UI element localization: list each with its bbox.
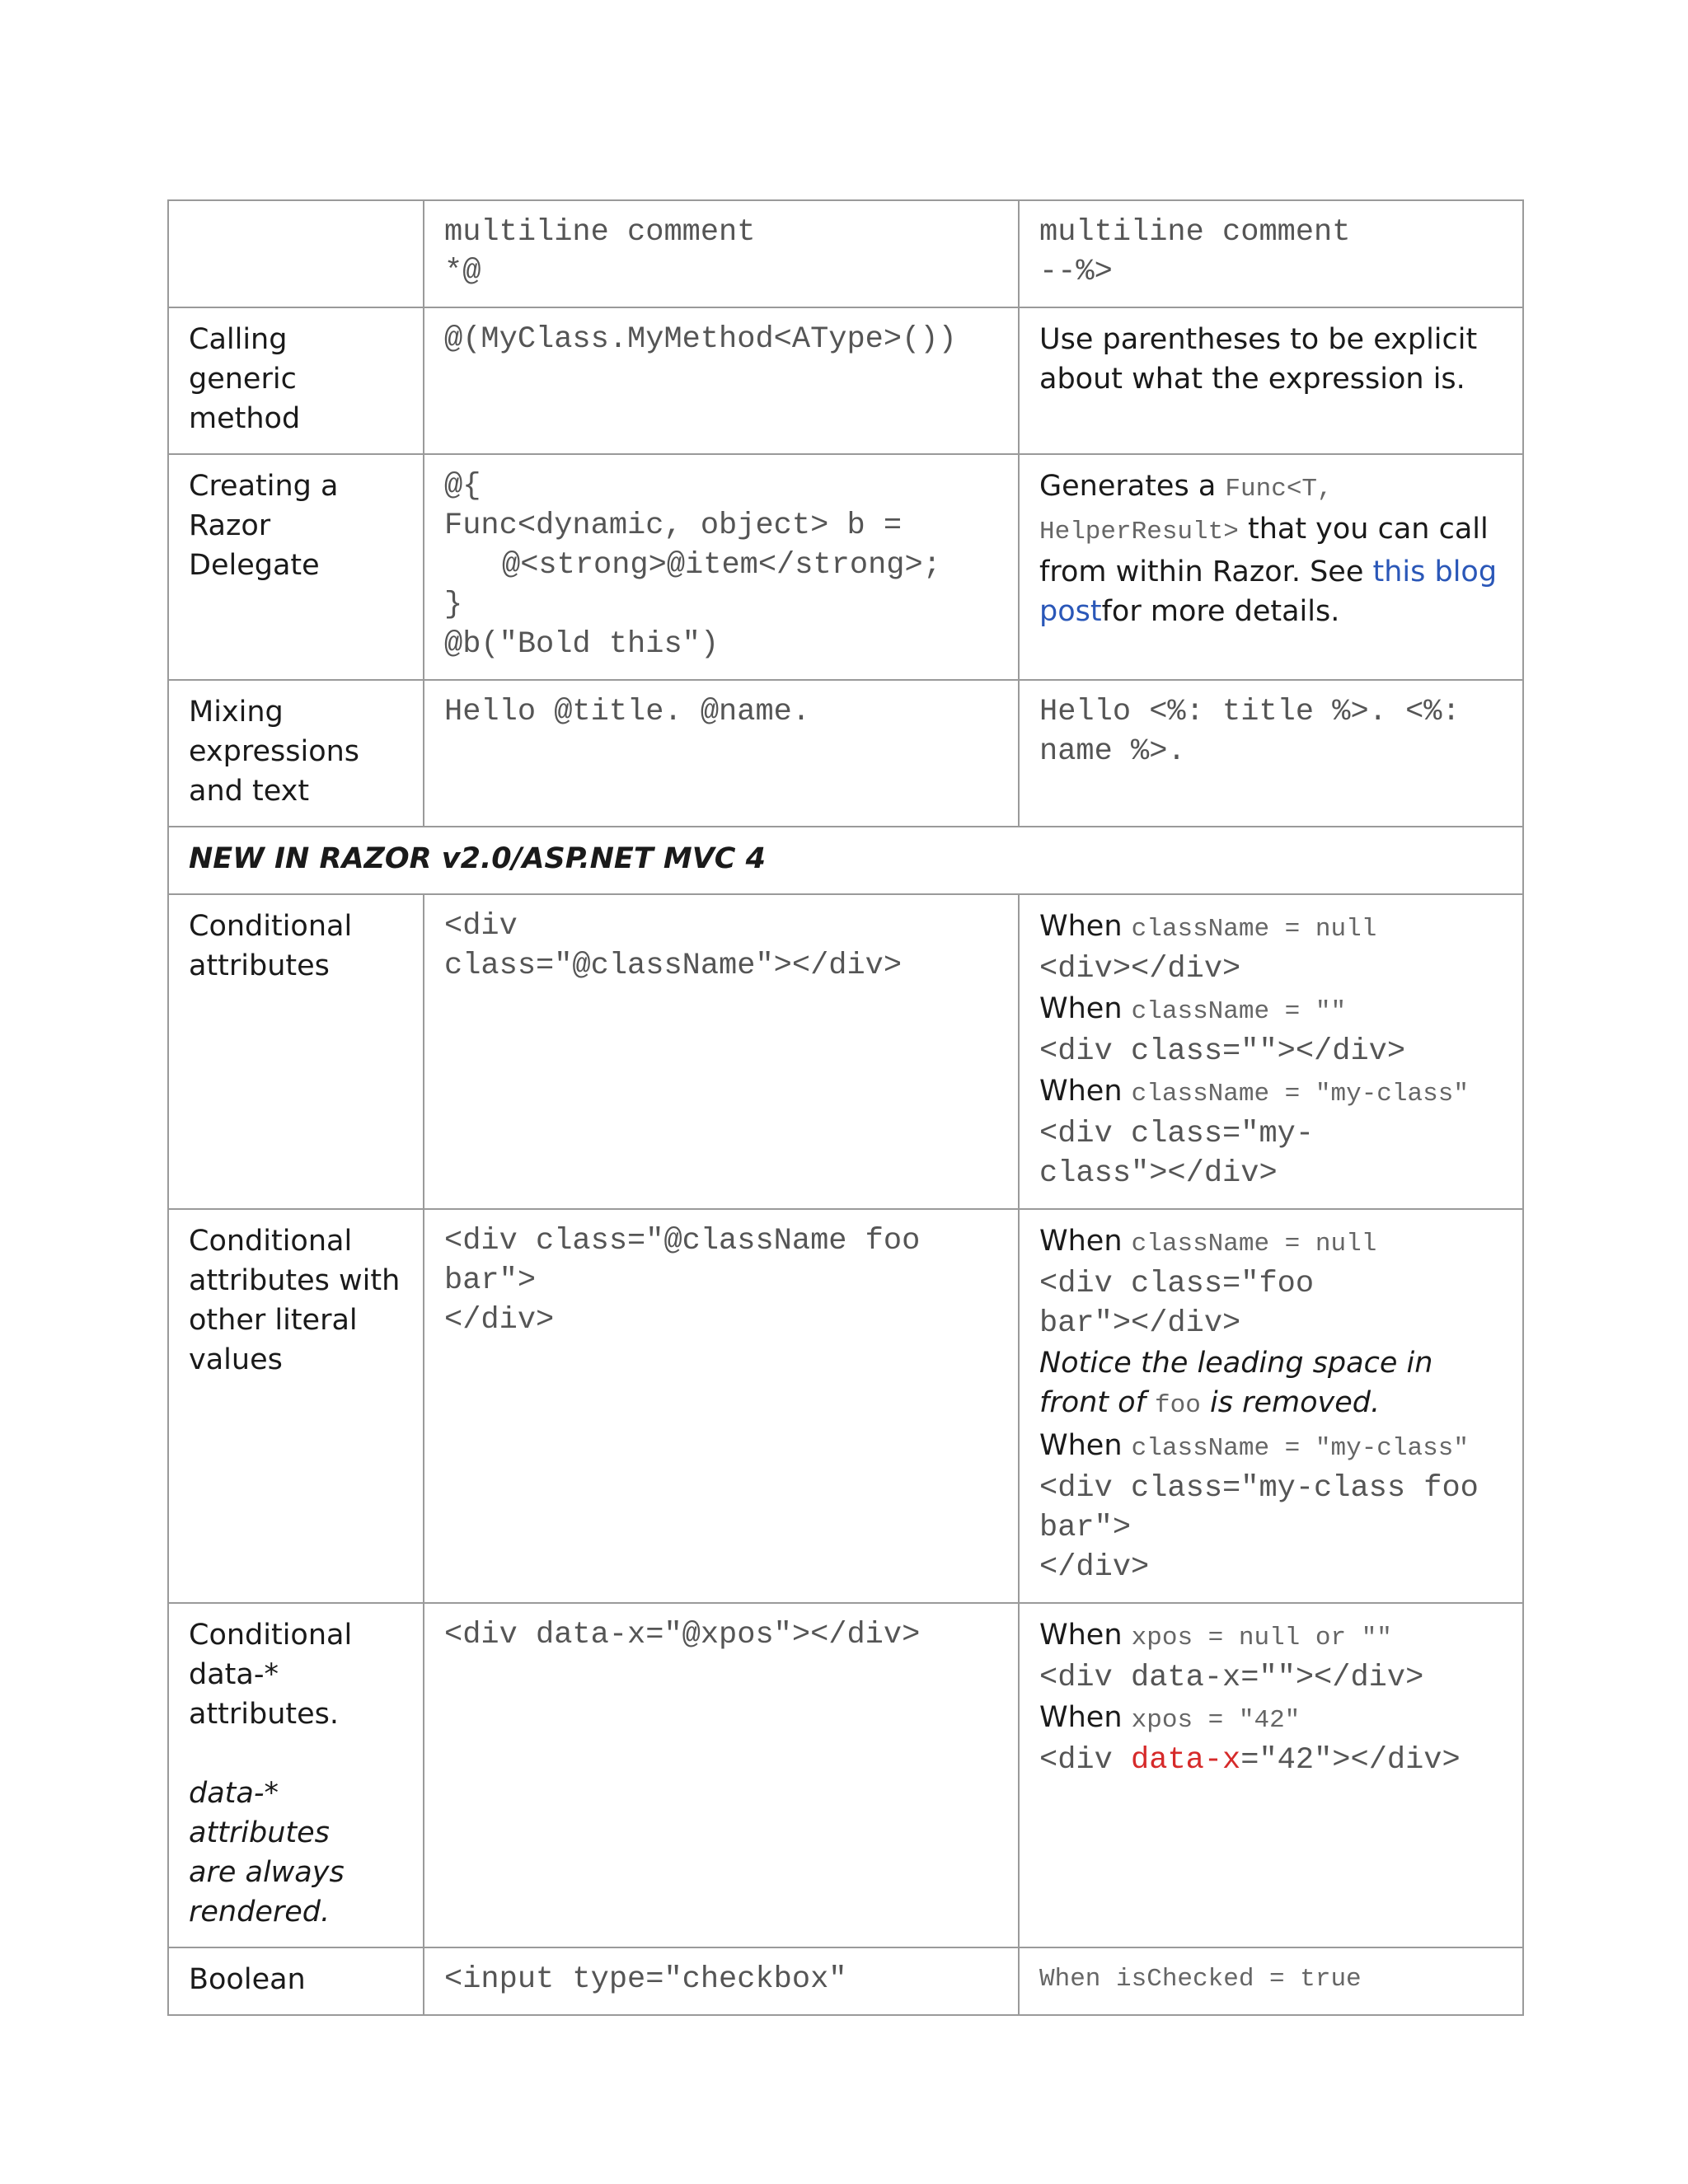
code-line: class"></div> [1039,1156,1278,1191]
code-part: <div [1039,1743,1132,1778]
table-row [168,827,1523,894]
row-label: Mixing expressions and text [168,680,424,827]
when-label: When [1039,1075,1123,1108]
code-line: Func<dynamic, object> b = [444,509,903,543]
inline-code: className = "my-class" [1131,1080,1469,1108]
code-line: multiline comment [444,215,756,250]
row-label-cell [168,1603,424,1947]
blog-post-link[interactable]: this blog post [1039,555,1498,628]
inline-code: className = null [1131,915,1377,944]
razor-cell [424,894,1019,1209]
table-row [168,894,1523,1209]
code-line: <div></div> [1039,952,1241,987]
inline-code: xpos = null or "" [1131,1624,1392,1652]
row-label-note: data-* attributes are always rendered. [189,1777,345,1929]
code-line: } [444,588,463,622]
code-line: class="@className"></div> [444,949,903,983]
code-line: Hello <%: title %>. <%: [1039,695,1461,729]
webforms-cell [1019,200,1523,307]
webforms-cell [1019,680,1523,827]
code-line: <div data-x=""></div> [1039,1661,1424,1695]
razor-syntax-table [167,199,1524,2016]
note-text: that you can call from within Razor. See [1039,513,1489,588]
inline-code: When isChecked = true [1039,1965,1362,1994]
note-text: Generates a [1039,470,1226,503]
result-cell [1019,894,1523,1209]
row-label: Conditional attributes [168,894,424,1209]
razor-cell [424,307,1019,454]
code-line: name %>. [1039,734,1186,769]
case-line [1039,1221,1503,1264]
case-line [1039,1071,1503,1114]
code-line: <div class="my- [1039,1117,1315,1151]
inline-code: className = "my-class" [1131,1434,1469,1463]
code-line: <div [444,909,518,944]
notice-suffix: is removed. [1200,1386,1381,1419]
code-line: @(MyClass.MyMethod<AType>()) [444,322,957,357]
code-line: </div> [1039,1550,1150,1585]
when-label: When [1039,1225,1123,1258]
case-line [1039,1698,1503,1741]
code-line: @<strong>@item</strong>; [502,548,941,583]
when-label: When [1039,1701,1123,1734]
razor-cell [424,1947,1019,2015]
case-line [1039,989,1503,1032]
code-line: <div class="@className foo [444,1224,921,1258]
when-label: When [1039,1619,1123,1652]
razor-cell [424,680,1019,827]
table-row [168,1209,1523,1603]
when-label: When [1039,1429,1123,1462]
notice-prefix: Notice the leading space in front of [1039,1347,1433,1419]
when-label: When [1039,910,1123,943]
code-line: bar"></div> [1039,1306,1241,1341]
code-line: <div class="my-class foo [1039,1471,1479,1506]
note-cell [1019,454,1523,680]
code-line: <div class=""></div> [1039,1034,1406,1069]
note-cell: Use parentheses to be explicit about what the expression is. [1019,307,1523,454]
when-label: When [1039,992,1123,1025]
inline-code: className = null [1131,1230,1377,1258]
razor-cell [424,454,1019,680]
code-line: @b("Bold this") [444,627,720,662]
inline-code: xpos = "42" [1131,1706,1301,1735]
result-cell [1019,1947,1523,2015]
inline-code: foo [1155,1391,1201,1420]
case-line [1039,907,1503,949]
table-row [168,1947,1523,2015]
section-header: NEW IN RAZOR v2.0/ASP.NET MVC 4 [168,827,1523,894]
result-cell [1019,1209,1523,1603]
code-line: @{ [444,469,481,504]
row-label-empty [168,200,424,307]
case-line [1039,1426,1503,1469]
code-line: <input type="checkbox" [444,1962,847,1997]
code-line: Hello @title. @name. [444,695,811,729]
notice-text [1039,1347,1432,1419]
row-label: Conditional attributes with other literal values [168,1209,424,1603]
table-row [168,307,1523,454]
razor-cell [424,1603,1019,1947]
inline-code: className = "" [1131,997,1347,1026]
code-line: --%> [1039,255,1113,289]
note-text: for more details. [1101,595,1340,628]
table-row [168,680,1523,827]
row-label: Boolean [168,1947,424,2015]
razor-cell [424,200,1019,307]
row-label: Conditional data-* attributes. [189,1619,353,1731]
code-part: ="42"></div> [1240,1743,1461,1778]
razor-cell [424,1209,1019,1603]
code-line [1039,1741,1503,1780]
highlighted-attribute: data-x [1131,1743,1241,1778]
code-line: <div data-x="@xpos"></div> [444,1618,921,1652]
code-line: </div> [444,1303,555,1338]
result-cell [1019,1603,1523,1947]
inline-code: Func<T, HelperResult> [1039,475,1333,546]
row-label: Creating a Razor Delegate [168,454,424,680]
code-line: bar"> [444,1263,537,1298]
case-line [1039,1615,1503,1658]
code-line: *@ [444,255,481,289]
table-row [168,200,1523,307]
code-line: bar"> [1039,1511,1132,1545]
code-line: multiline comment [1039,215,1351,250]
row-label: Calling generic method [168,307,424,454]
table-row [168,1603,1523,1947]
table-row [168,454,1523,680]
code-line: <div class="foo [1039,1267,1315,1301]
